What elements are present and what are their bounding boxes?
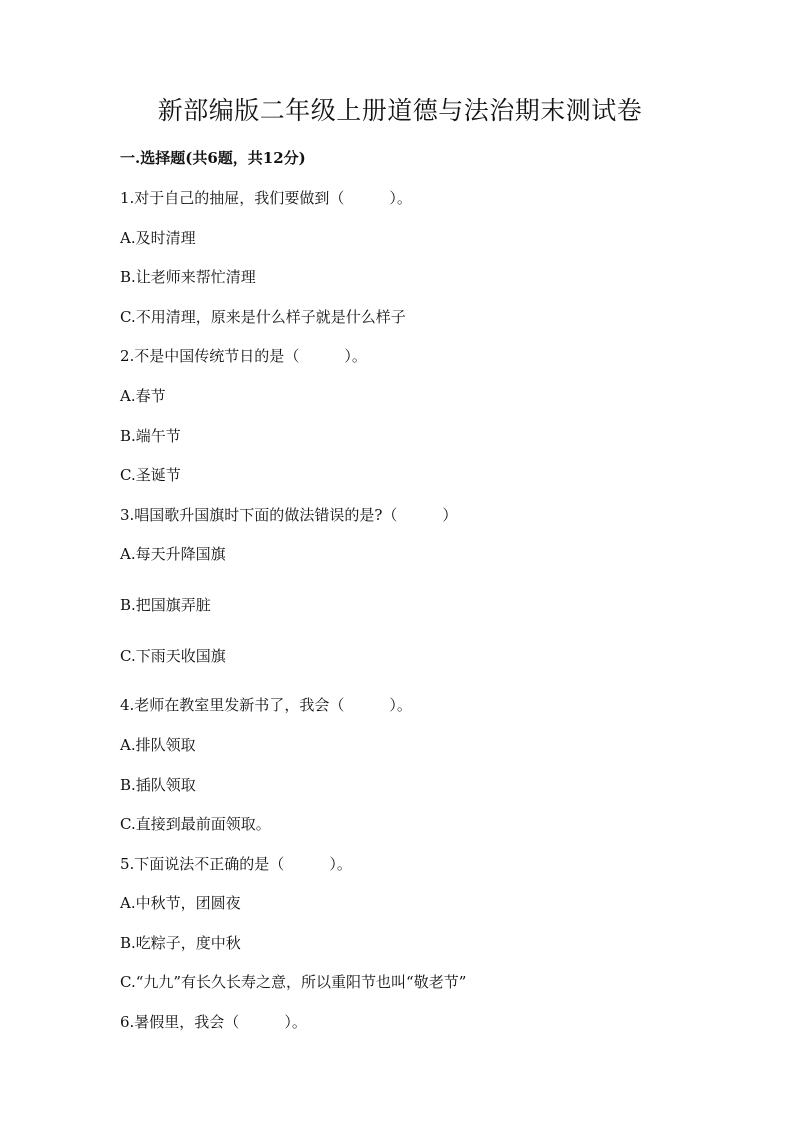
question-1-option-b: B.让老师来帮忙清理 bbox=[120, 268, 256, 286]
question-3-option-b: B.把国旗弄脏 bbox=[120, 596, 211, 614]
question-4-option-a: A.排队领取 bbox=[120, 736, 196, 754]
question-3-stem: 3.唱国歌升国旗时下面的做法错误的是?（ ） bbox=[120, 506, 458, 524]
page-title: 新部编版二年级上册道德与法治期末测试卷 bbox=[157, 96, 643, 125]
question-1-option-a: A.及时清理 bbox=[120, 229, 196, 247]
question-2-option-a: A.春节 bbox=[120, 387, 166, 405]
question-5-option-c: C.“九九”有长久长寿之意，所以重阳节也叫“敬老节” bbox=[120, 973, 467, 991]
question-4-stem: 4.老师在教室里发新书了，我会（ ）。 bbox=[120, 696, 412, 714]
question-2-option-c: C.圣诞节 bbox=[120, 466, 181, 484]
question-5-stem: 5.下面说法不正确的是（ ）。 bbox=[120, 855, 352, 873]
question-5-option-b: B.吃粽子，度中秋 bbox=[120, 934, 241, 952]
question-2-option-b: B.端午节 bbox=[120, 427, 181, 445]
question-4-option-c: C.直接到最前面领取。 bbox=[120, 815, 271, 833]
question-3-option-a: A.每天升降国旗 bbox=[120, 545, 226, 563]
question-4-option-b: B.插队领取 bbox=[120, 776, 196, 794]
section-heading: 一.选择题(共6题，共12分) bbox=[120, 149, 306, 167]
question-1-stem: 1.对于自己的抽屉，我们要做到（ ）。 bbox=[120, 189, 412, 207]
question-6-stem: 6.暑假里，我会（ ）。 bbox=[120, 1013, 307, 1031]
question-2-stem: 2.不是中国传统节日的是（ ）。 bbox=[120, 347, 367, 365]
question-1-option-c: C.不用清理，原来是什么样子就是什么样子 bbox=[120, 308, 406, 326]
question-5-option-a: A.中秋节，团圆夜 bbox=[120, 894, 241, 912]
question-3-option-c: C.下雨天收国旗 bbox=[120, 647, 226, 665]
